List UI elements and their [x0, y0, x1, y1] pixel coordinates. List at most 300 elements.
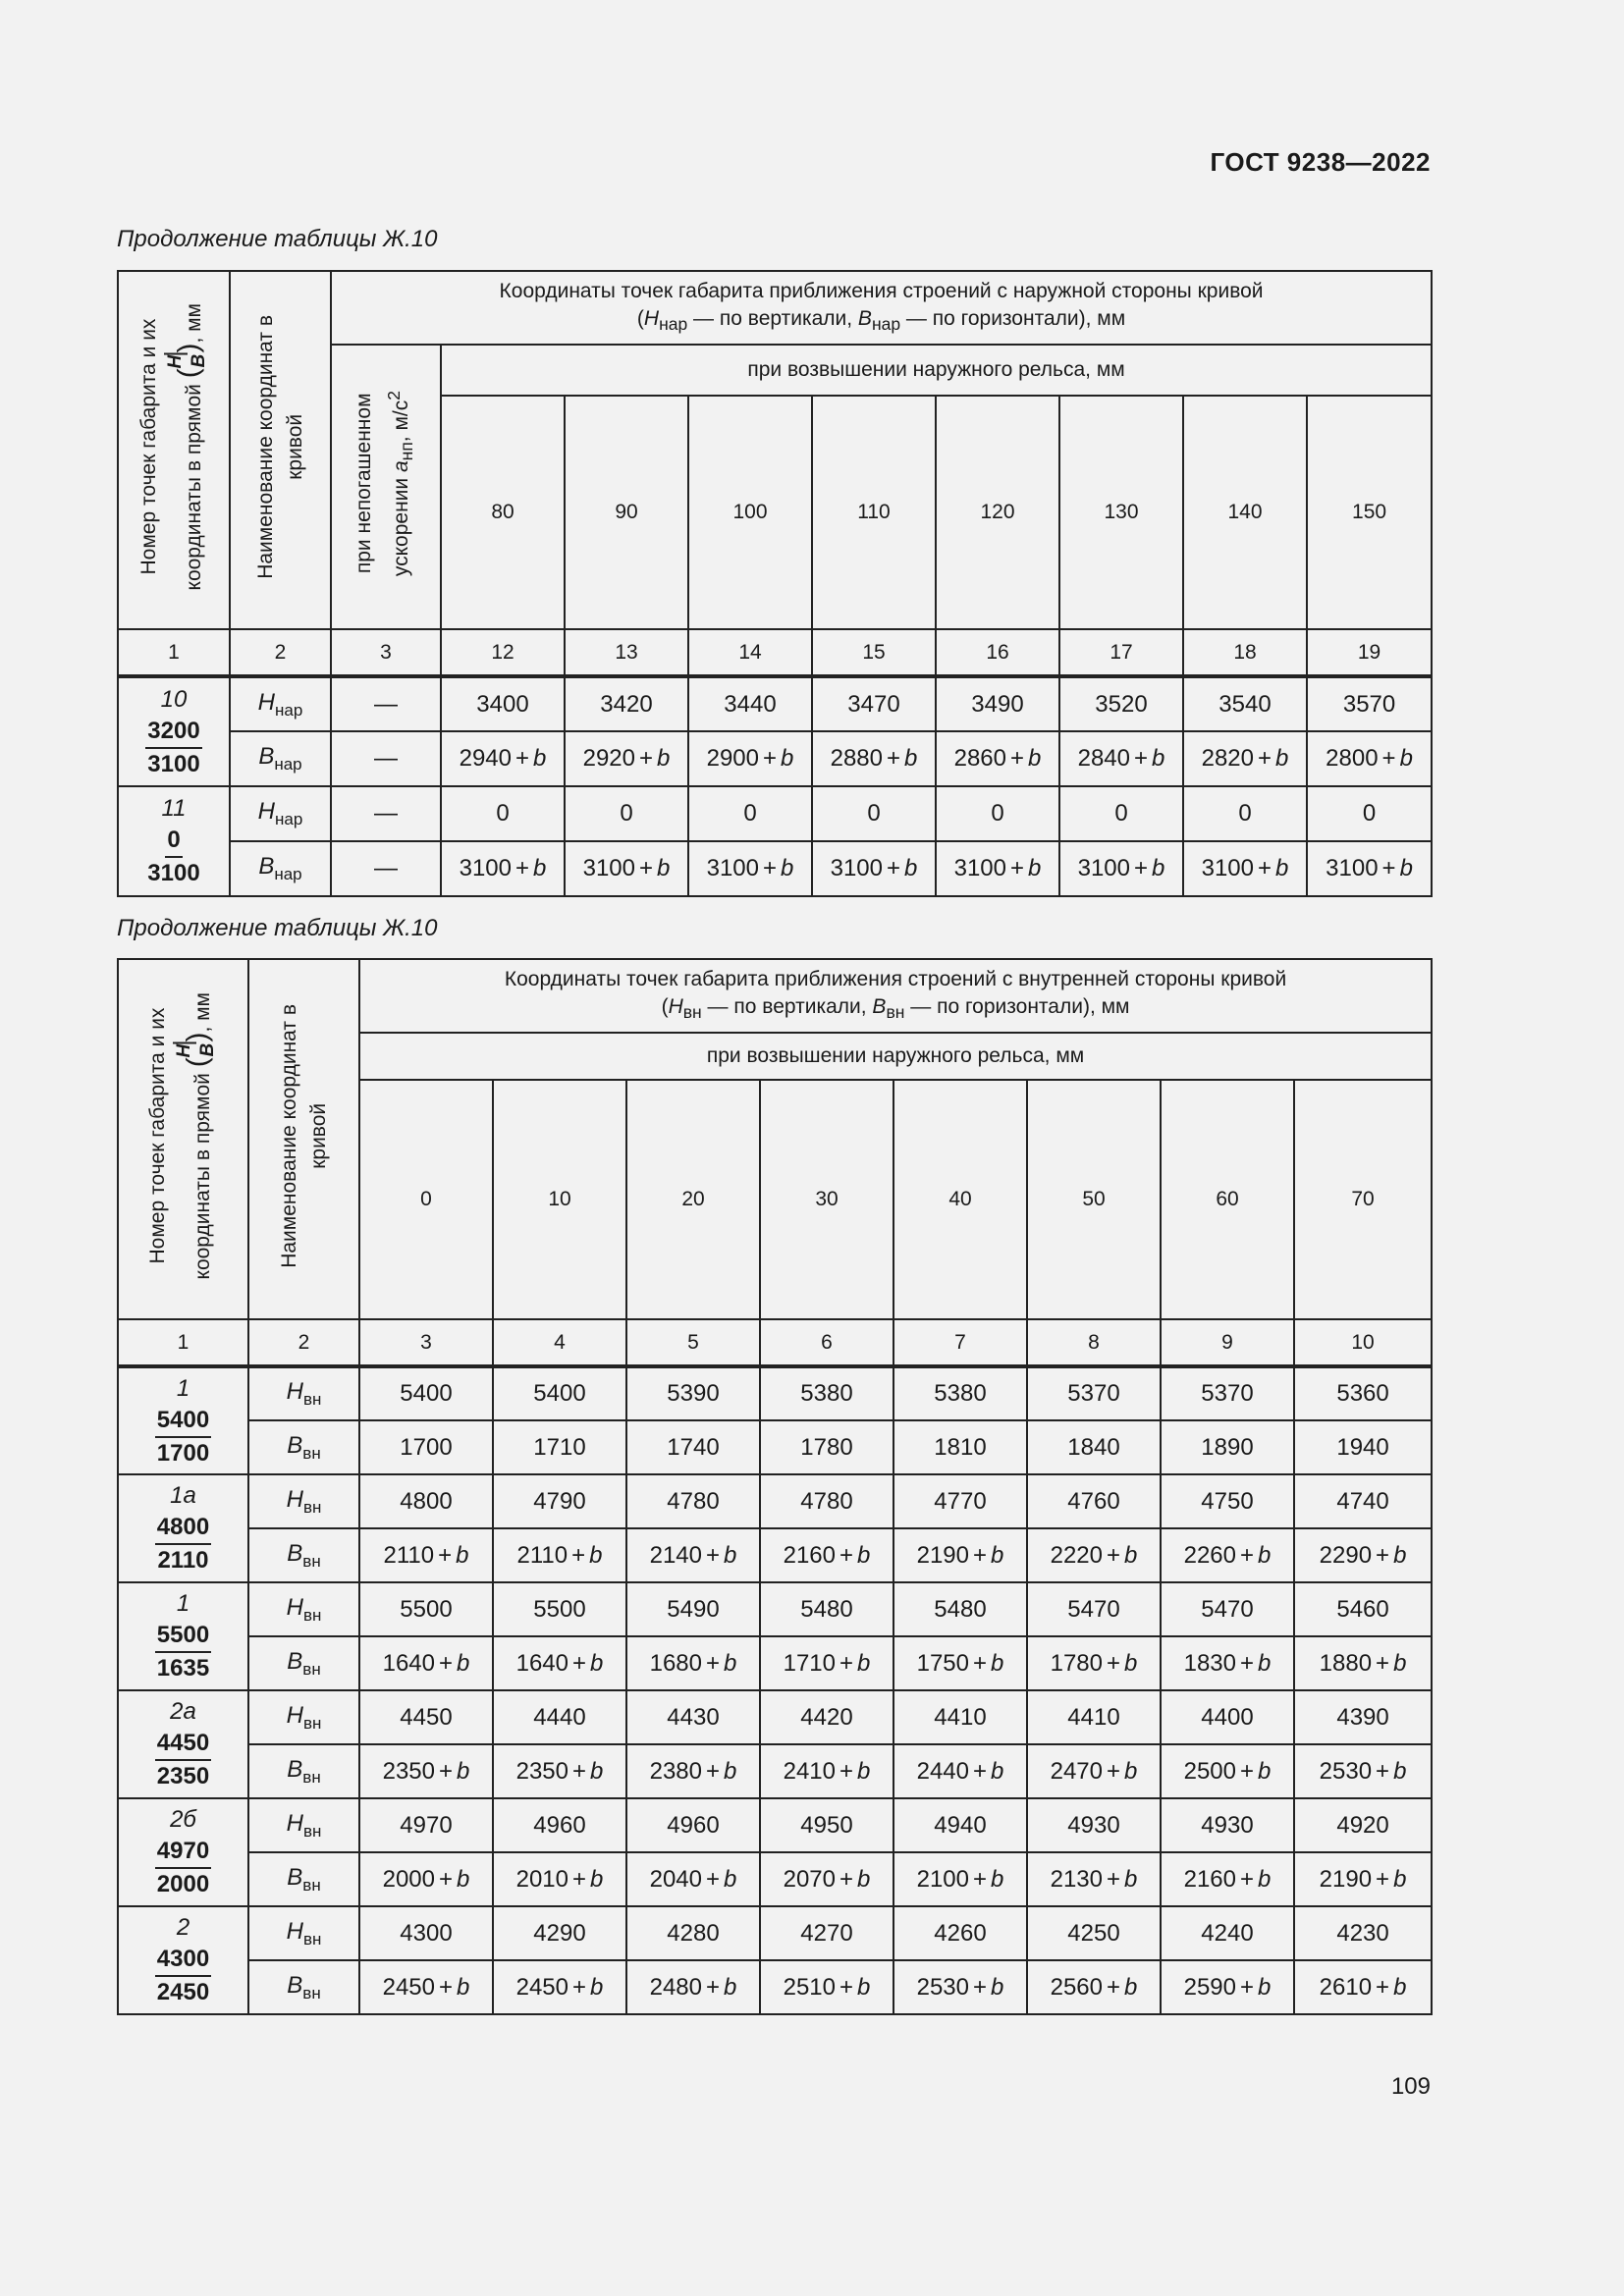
elevation-0: 0	[359, 1080, 493, 1319]
value-cell	[626, 1420, 760, 1474]
value-number: 5500	[533, 1595, 586, 1623]
value-number: 2500	[1183, 1757, 1236, 1785]
value-cell	[441, 786, 565, 841]
value-cell	[493, 1744, 626, 1798]
value-cell	[760, 1798, 893, 1852]
value-cell	[626, 1582, 760, 1636]
value-cell	[359, 1528, 493, 1582]
value-number: 2350	[515, 1757, 568, 1785]
elevation-80: 80	[441, 396, 565, 629]
column-number: 2	[230, 629, 331, 676]
value-cell	[493, 1582, 626, 1636]
value-cell	[893, 1582, 1027, 1636]
value-cell	[1161, 1474, 1294, 1528]
value-number: 4420	[800, 1703, 853, 1731]
value-cell	[1059, 786, 1183, 841]
value-cell	[359, 1906, 493, 1960]
b-symbol: b	[1152, 855, 1165, 881]
value-number: 2410	[783, 1757, 836, 1785]
elevation-50: 50	[1027, 1080, 1161, 1319]
b-symbol: b	[1258, 1757, 1272, 1785]
coord-subscript: вн	[302, 1875, 321, 1895]
value-number: 0	[1114, 800, 1128, 827]
point-b-value: 1635	[156, 1655, 210, 1682]
value-number: 2610	[1319, 1973, 1373, 2001]
value-number: 4790	[533, 1487, 586, 1515]
point-h-value: 0	[165, 825, 182, 858]
b-symbol: b	[1258, 1649, 1272, 1677]
plus-sign: +	[706, 1649, 721, 1677]
elevation-60: 60	[1161, 1080, 1294, 1319]
value-cell	[812, 841, 936, 896]
value-number: 4930	[1201, 1811, 1254, 1839]
value-cell	[760, 1636, 893, 1690]
value-number: 4410	[1067, 1703, 1120, 1731]
column-number: 6	[760, 1319, 893, 1366]
column-number: 8	[1027, 1319, 1161, 1366]
value-number: 4450	[400, 1703, 453, 1731]
value-number: 4960	[667, 1811, 720, 1839]
coord-name-h	[230, 786, 331, 841]
elevation-30: 30	[760, 1080, 893, 1319]
plus-sign: +	[1107, 1757, 1121, 1785]
value-cell	[565, 786, 688, 841]
plus-sign: +	[515, 745, 530, 772]
point-b-value: 2110	[157, 1547, 209, 1574]
value-cell	[1161, 1744, 1294, 1798]
point-h-value: 5500	[155, 1620, 211, 1653]
value-number: 2880	[830, 745, 883, 772]
value-number: 0	[1238, 800, 1252, 827]
plus-sign: +	[839, 1973, 854, 2001]
point-b-value: 3100	[147, 860, 200, 886]
value-cell	[936, 731, 1059, 786]
b-symbol: b	[457, 1865, 470, 1893]
plus-sign: +	[706, 1865, 721, 1893]
b-symbol: b	[1393, 1541, 1407, 1569]
plus-sign: +	[1376, 1865, 1390, 1893]
plus-sign: +	[973, 1541, 988, 1569]
coord-subscript: вн	[302, 1497, 322, 1517]
coord-name-h	[230, 676, 331, 731]
point-id-cell	[118, 1690, 248, 1798]
b-symbol: b	[1152, 745, 1165, 772]
coord-name-b	[248, 1636, 359, 1690]
standard-designation: ГОСТ 9238—2022	[1210, 147, 1431, 177]
coord-name-h	[248, 1366, 359, 1420]
value-cell	[893, 1528, 1027, 1582]
value-number: 4240	[1201, 1919, 1254, 1947]
value-number: 1640	[515, 1649, 568, 1677]
b-symbol: b	[457, 1757, 470, 1785]
value-number: 1780	[1050, 1649, 1103, 1677]
coord-symbol: H	[286, 1378, 303, 1406]
header-coordinate-name: Наименование координат в кривой	[248, 959, 359, 1319]
column-number: 3	[359, 1319, 493, 1366]
elevation-90: 90	[565, 396, 688, 629]
value-number: 1700	[400, 1433, 453, 1461]
value-cell	[493, 1636, 626, 1690]
value-number: 5390	[667, 1380, 720, 1407]
coord-name-b	[248, 1528, 359, 1582]
value-number: 1780	[800, 1433, 853, 1461]
value-number: 2800	[1326, 745, 1379, 772]
value-cell	[565, 731, 688, 786]
elevation-120: 120	[936, 396, 1059, 629]
value-cell	[936, 676, 1059, 731]
plus-sign: +	[1240, 1757, 1255, 1785]
value-number: 4230	[1336, 1919, 1389, 1947]
table-row	[118, 786, 1432, 841]
b-symbol: b	[1028, 745, 1042, 772]
value-number: 2940	[459, 745, 512, 772]
column-number: 17	[1059, 629, 1183, 676]
value-cell	[626, 1744, 760, 1798]
value-cell	[688, 676, 812, 731]
b-symbol: b	[1124, 1757, 1138, 1785]
point-id-cell	[118, 1474, 248, 1582]
value-number: 3570	[1342, 690, 1396, 718]
value-cell	[760, 1582, 893, 1636]
value-number: 4750	[1201, 1487, 1254, 1515]
value-cell	[1183, 841, 1307, 896]
value-cell	[626, 1798, 760, 1852]
plus-sign: +	[1134, 855, 1149, 881]
value-number: 0	[620, 800, 633, 827]
value-cell	[1294, 1474, 1432, 1528]
value-number: 1830	[1183, 1649, 1236, 1677]
plus-sign: +	[839, 1865, 854, 1893]
b-symbol: b	[1275, 745, 1289, 772]
coord-name-h	[248, 1474, 359, 1528]
column-number: 9	[1161, 1319, 1294, 1366]
value-number: 4920	[1336, 1811, 1389, 1839]
table-caption-inner: Продолжение таблицы Ж.10	[117, 915, 438, 941]
value-number: 3100	[830, 855, 883, 881]
header-unbalanced-acceleration: при непогашенном ускорении $a_{нп}$, $м/с^2$	[331, 345, 441, 629]
point-number: 10	[160, 685, 188, 713]
value-number: 3420	[600, 690, 653, 718]
b-symbol: b	[991, 1865, 1004, 1893]
value-cell	[1161, 1798, 1294, 1852]
value-cell	[688, 786, 812, 841]
coord-symbol: H	[286, 1917, 303, 1945]
value-cell	[812, 786, 936, 841]
value-number: 2110	[383, 1541, 435, 1569]
value-number: 3400	[476, 690, 529, 718]
plus-sign: +	[839, 1541, 854, 1569]
value-number: 1810	[934, 1433, 987, 1461]
value-number: 2470	[1050, 1757, 1103, 1785]
value-cell	[760, 1474, 893, 1528]
column-number: 10	[1294, 1319, 1432, 1366]
coord-subscript: вн	[302, 1551, 321, 1571]
value-cell	[1294, 1798, 1432, 1852]
b-symbol: b	[1399, 745, 1413, 772]
value-cell	[493, 1420, 626, 1474]
b-symbol: b	[857, 1757, 871, 1785]
value-number: 2450	[515, 1973, 568, 2001]
value-number: 5400	[533, 1380, 586, 1407]
plus-sign: +	[973, 1649, 988, 1677]
acceleration-value: —	[331, 676, 441, 731]
value-number: 4780	[667, 1487, 720, 1515]
point-id-cell	[118, 1366, 248, 1474]
value-number: 0	[991, 800, 1004, 827]
point-number: 1	[176, 1374, 190, 1402]
value-cell	[441, 841, 565, 896]
value-number: 5480	[934, 1595, 987, 1623]
value-number: 5400	[400, 1380, 453, 1407]
coord-subscript: вн	[302, 1389, 322, 1409]
value-cell	[359, 1420, 493, 1474]
value-cell	[441, 731, 565, 786]
page-number: 109	[1390, 2073, 1431, 2100]
b-symbol: b	[590, 1649, 604, 1677]
plus-sign: +	[1376, 1541, 1390, 1569]
coord-subscript: вн	[302, 1929, 322, 1949]
b-symbol: b	[1258, 1973, 1272, 2001]
value-number: 2070	[783, 1865, 836, 1893]
value-cell	[359, 1474, 493, 1528]
value-cell	[760, 1960, 893, 2014]
value-cell	[359, 1960, 493, 2014]
value-number: 4250	[1067, 1919, 1120, 1947]
plus-sign: +	[571, 1541, 586, 1569]
value-number: 2010	[515, 1865, 568, 1893]
value-number: 4780	[800, 1487, 853, 1515]
table-row	[118, 1744, 1432, 1798]
table-row	[118, 841, 1432, 896]
coord-symbol: H	[257, 688, 276, 716]
plus-sign: +	[887, 745, 901, 772]
coord-subscript: вн	[302, 1821, 322, 1841]
value-cell	[1027, 1528, 1161, 1582]
value-cell	[441, 676, 565, 731]
value-cell	[493, 1960, 626, 2014]
value-cell	[1161, 1690, 1294, 1744]
value-number: 2160	[1183, 1865, 1236, 1893]
value-number: 3100	[1077, 855, 1130, 881]
value-number: 4940	[934, 1811, 987, 1839]
acceleration-value: —	[331, 841, 441, 896]
elevation-70: 70	[1294, 1080, 1432, 1319]
value-number: 5370	[1201, 1380, 1254, 1407]
value-number: 2040	[649, 1865, 702, 1893]
value-number: 2510	[783, 1973, 836, 2001]
b-symbol: b	[1393, 1757, 1407, 1785]
value-number: 2860	[953, 745, 1006, 772]
point-number: 11	[161, 795, 187, 822]
point-b-value: 1700	[156, 1439, 210, 1467]
table-row	[118, 1690, 1432, 1744]
value-cell	[893, 1744, 1027, 1798]
value-cell	[1059, 841, 1183, 896]
value-cell	[893, 1636, 1027, 1690]
coord-subscript: нар	[274, 754, 302, 774]
point-id-cell	[118, 786, 230, 896]
value-cell	[893, 1906, 1027, 1960]
value-number: 2590	[1183, 1973, 1236, 2001]
b-symbol: b	[657, 855, 671, 881]
plus-sign: +	[1240, 1649, 1255, 1677]
coord-symbol: B	[287, 1431, 303, 1459]
plus-sign: +	[1376, 1757, 1390, 1785]
table-row	[118, 1960, 1432, 2014]
value-cell	[359, 1636, 493, 1690]
value-number: 4410	[934, 1703, 987, 1731]
value-number: 2160	[783, 1541, 836, 1569]
value-cell	[760, 1744, 893, 1798]
plus-sign: +	[572, 1757, 587, 1785]
value-cell	[1161, 1960, 1294, 2014]
value-cell	[1307, 731, 1432, 786]
coord-name-b	[248, 1960, 359, 2014]
b-symbol: b	[1399, 855, 1413, 881]
value-number: 2530	[916, 1973, 969, 2001]
plus-sign: +	[1376, 1649, 1390, 1677]
value-number: 3520	[1095, 690, 1148, 718]
value-cell	[493, 1852, 626, 1906]
coord-subscript: нар	[274, 864, 302, 883]
plus-sign: +	[1381, 745, 1396, 772]
plus-sign: +	[439, 1649, 454, 1677]
point-h-value: 3200	[145, 716, 201, 749]
value-number: 2100	[916, 1865, 969, 1893]
value-number: 1640	[382, 1649, 435, 1677]
value-cell	[893, 1960, 1027, 2014]
b-symbol: b	[724, 1865, 737, 1893]
plus-sign: +	[706, 1757, 721, 1785]
value-number: 4400	[1201, 1703, 1254, 1731]
value-number: 1840	[1067, 1433, 1120, 1461]
value-number: 3100	[459, 855, 512, 881]
b-symbol: b	[533, 855, 547, 881]
value-number: 2480	[649, 1973, 702, 2001]
b-symbol: b	[589, 1541, 603, 1569]
value-cell	[893, 1420, 1027, 1474]
acceleration-value: —	[331, 731, 441, 786]
coord-name-b	[248, 1420, 359, 1474]
value-number: 5490	[667, 1595, 720, 1623]
column-number: 19	[1307, 629, 1432, 676]
value-number: 5500	[400, 1595, 453, 1623]
table-row	[118, 1906, 1432, 1960]
b-symbol: b	[991, 1757, 1004, 1785]
value-cell	[1027, 1474, 1161, 1528]
value-number: 0	[496, 800, 510, 827]
point-number: 2	[176, 1914, 190, 1941]
value-number: 3540	[1218, 690, 1272, 718]
value-number: 1710	[533, 1433, 586, 1461]
value-number: 2220	[1050, 1541, 1103, 1569]
plus-sign: +	[887, 855, 901, 881]
coord-subscript: вн	[302, 1983, 321, 2002]
b-symbol: b	[1275, 855, 1289, 881]
value-cell	[760, 1690, 893, 1744]
plus-sign: +	[973, 1865, 988, 1893]
plus-sign: +	[1107, 1865, 1121, 1893]
column-number: 2	[248, 1319, 359, 1366]
plus-sign: +	[1010, 745, 1025, 772]
value-cell	[1183, 786, 1307, 841]
value-number: 2290	[1319, 1541, 1373, 1569]
value-number: 2380	[649, 1757, 702, 1785]
value-number: 0	[867, 800, 881, 827]
coord-symbol: H	[286, 1593, 303, 1621]
value-cell	[359, 1744, 493, 1798]
b-symbol: b	[1258, 1865, 1272, 1893]
value-number: 2920	[582, 745, 635, 772]
coord-name-h	[248, 1582, 359, 1636]
value-cell	[1027, 1420, 1161, 1474]
value-cell	[1027, 1366, 1161, 1420]
value-number: 4270	[800, 1919, 853, 1947]
value-cell	[1027, 1798, 1161, 1852]
value-cell	[893, 1690, 1027, 1744]
column-number: 15	[812, 629, 936, 676]
value-number: 2900	[706, 745, 759, 772]
value-number: 1740	[667, 1433, 720, 1461]
b-symbol: b	[724, 1757, 737, 1785]
value-cell	[1161, 1582, 1294, 1636]
plus-sign: +	[1240, 1973, 1255, 2001]
b-symbol: b	[457, 1649, 470, 1677]
table-row	[118, 1474, 1432, 1528]
value-number: 1890	[1201, 1433, 1254, 1461]
table-row	[118, 1366, 1432, 1420]
plus-sign: +	[639, 855, 654, 881]
coord-symbol: B	[287, 1647, 303, 1675]
coord-symbol: B	[287, 1755, 303, 1783]
coord-symbol: B	[258, 743, 275, 771]
value-number: 4740	[1336, 1487, 1389, 1515]
value-cell	[565, 676, 688, 731]
value-cell	[1161, 1852, 1294, 1906]
table-outer-side	[117, 270, 1433, 897]
value-cell	[893, 1366, 1027, 1420]
value-cell	[760, 1528, 893, 1582]
plus-sign: +	[1010, 855, 1025, 881]
value-number: 1710	[783, 1649, 836, 1677]
b-symbol: b	[724, 1541, 737, 1569]
coord-subscript: вн	[302, 1605, 322, 1625]
coord-symbol: B	[258, 853, 275, 881]
value-number: 5380	[934, 1380, 987, 1407]
header-point-number: Номер точек габарита и их координаты в прямой ( H B ), мм	[118, 271, 230, 629]
value-number: 4970	[400, 1811, 453, 1839]
value-number: 4260	[934, 1919, 987, 1947]
coord-symbol: B	[287, 1863, 303, 1891]
elevation-100: 100	[688, 396, 812, 629]
column-number: 1	[118, 1319, 248, 1366]
value-cell	[760, 1906, 893, 1960]
value-number: 2190	[1319, 1865, 1373, 1893]
point-h-value: 4300	[155, 1944, 211, 1977]
value-cell	[493, 1690, 626, 1744]
b-symbol: b	[991, 1541, 1004, 1569]
b-symbol: b	[991, 1973, 1004, 2001]
value-cell	[1161, 1906, 1294, 1960]
value-cell	[1027, 1906, 1161, 1960]
plus-sign: +	[439, 1865, 454, 1893]
value-cell	[626, 1960, 760, 2014]
value-cell	[626, 1366, 760, 1420]
plus-sign: +	[439, 1973, 454, 2001]
column-number: 4	[493, 1319, 626, 1366]
point-id-cell	[118, 1798, 248, 1906]
table-row	[118, 1582, 1432, 1636]
